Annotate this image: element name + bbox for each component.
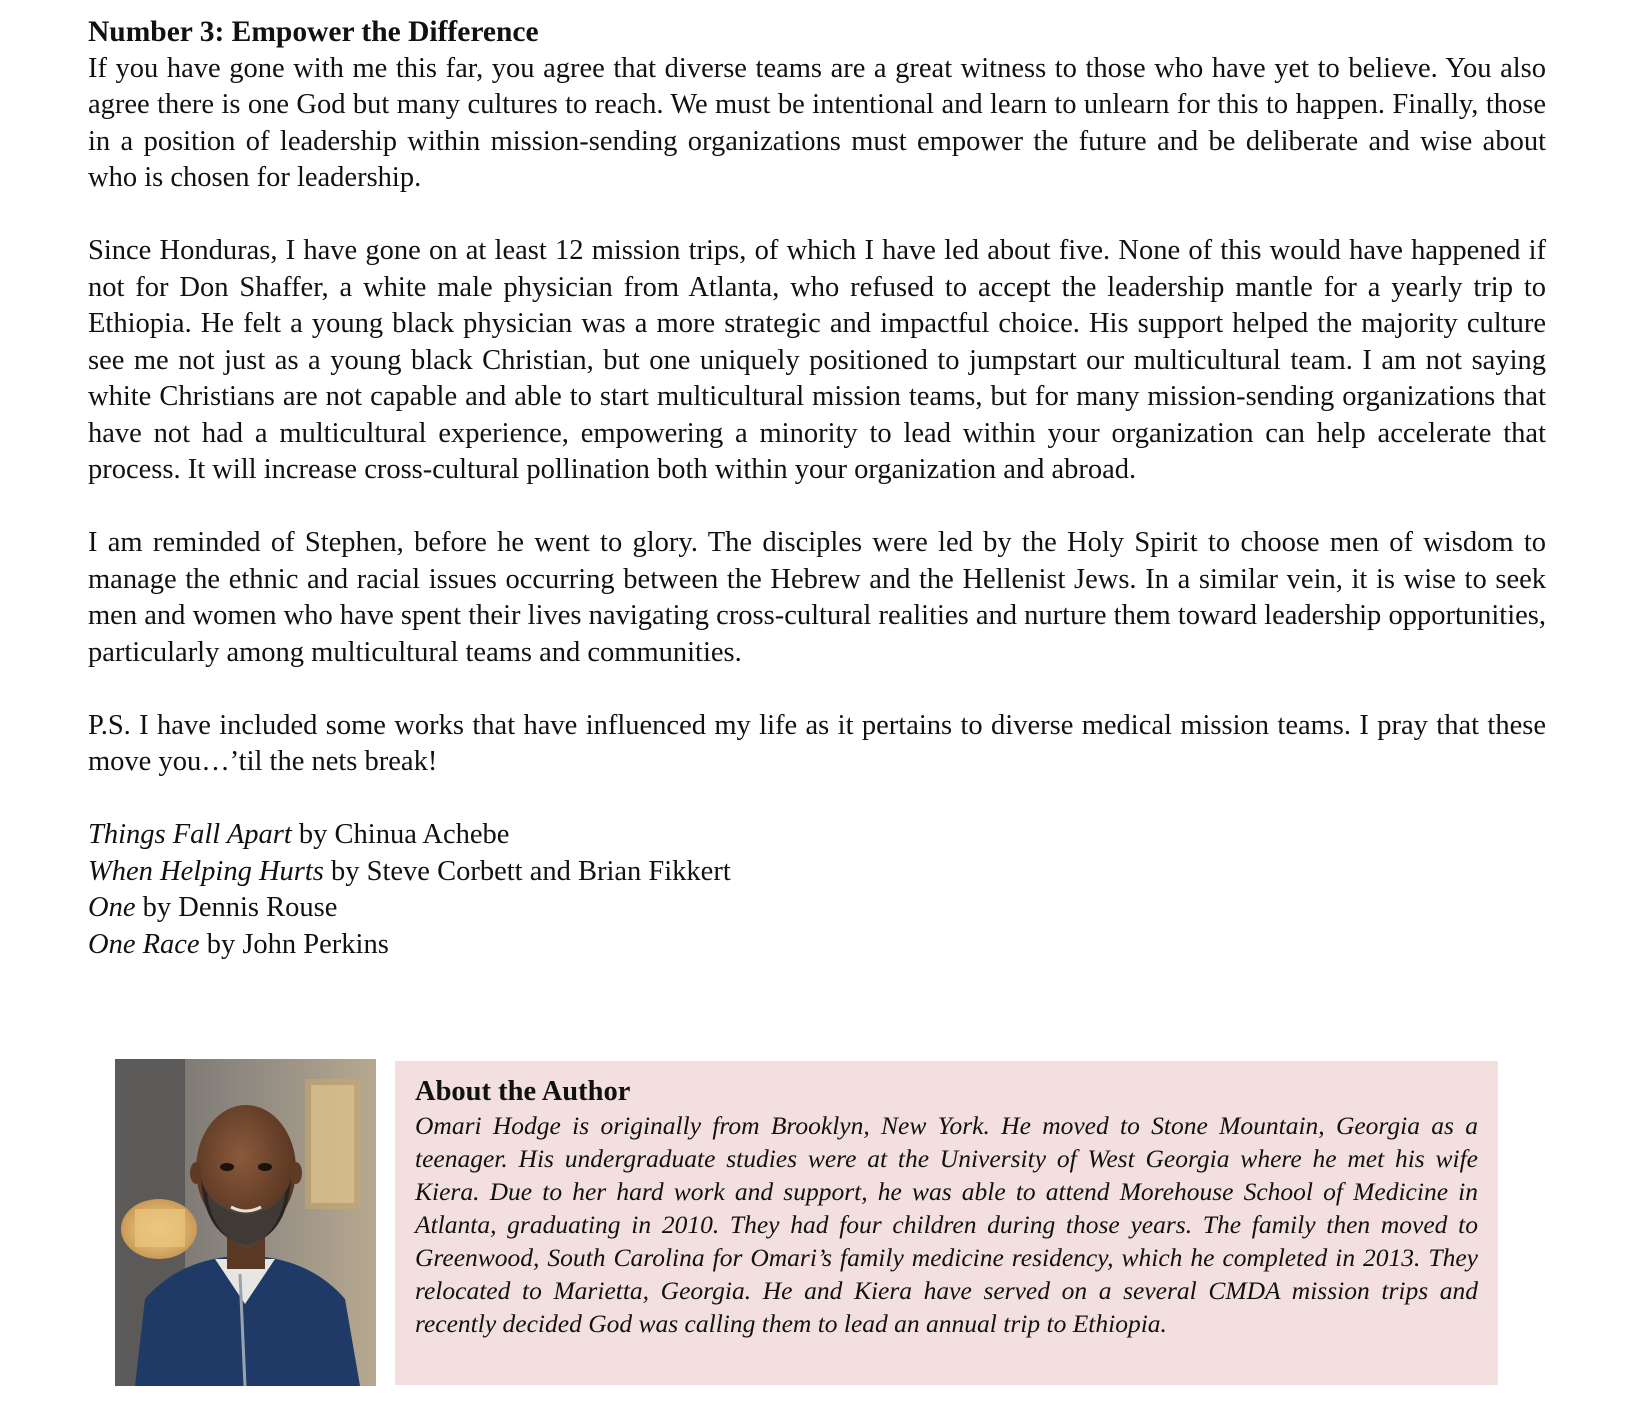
book-author: by Chinua Achebe [291, 819, 510, 850]
book-author: by Steve Corbett and Brian Fikkert [323, 855, 731, 887]
book-item [88, 854, 1546, 891]
paragraph-1: If you have gone with me this far, you agree that diverse teams are a great witness to those who have yet to believe. You also agree there is one God but many cultures to reach. We must be intentional and learn to unlearn for this to happen. Finally, those in a position of leadership within mission-sending organizations must empower the future and be deliberate and wise about who is chosen for leadership. [88, 52, 1546, 193]
paragraph-3: I am reminded of Stephen, before he went to glory. The disciples were led by the Holy Spirit to choose men of wisdom to manage the ethnic and racial issues occurring between the Hebrew and the Hellenist Jews. In a similar vein, it is wise to seek men and women who have spent their lives navigating cross-cultural realities and nurture them toward leadership opportunities, particularly among multicultural teams and communities. [88, 527, 1546, 668]
book-title: Things Fall Apart [88, 819, 292, 850]
book-item [88, 927, 1546, 964]
book-author: by Dennis Rouse [135, 892, 338, 923]
book-author: by John Perkins [199, 928, 389, 960]
paragraph-2: Since Honduras, I have gone on at least 12 mission trips, of which I have led about five. None of this would have happened if not for Don Shaffer, a white male physician from Atlanta, who refused to accept the leadership mantle for a yearly trip to Ethiopia. He felt a young black physician was a more strategic and impactful choice. His support helped the majority culture see me not just as a young black Christian, but one uniquely positioned to jumpstart our multicultural team. I am not saying white Christians are not capable and able to start multicultural mission teams, but for many mission-sending organizations that have not had a multicultural experience, empowering a minority to lead within your organization can help accelerate that process. It will increase cross-cultural pollination both within your organization and abroad. [88, 235, 1546, 485]
article [88, 14, 1546, 963]
book-item [88, 890, 1546, 927]
book-list [88, 817, 1546, 963]
about-author-title: About the Author [415, 1076, 631, 1107]
book-title: One Race [88, 928, 200, 960]
author-photo [115, 1059, 376, 1386]
paragraph-ps: P.S. I have included some works that have influenced my life as it pertains to diverse medical mission teams. I pray that these move you…’til the nets break! [88, 709, 1546, 777]
book-title: One [88, 892, 136, 923]
about-author-bio: Omari Hodge is originally from Brooklyn, New York. He moved to Stone Mountain, Georgia as a teenager. His undergraduate studies were at the University of West Georgia where he met his wife Kiera. Due to her hard work and support, he was able to attend Morehouse School of Medicine in Atlanta, graduating in 2010. They had four children during those years. The family then moved to Greenwood, South Carolina for Omari’s family medicine residency, which he completed in 2013. They relocated to Marietta, Georgia. He and Kiera have served on a several CMDA mission trips and recently decided God was calling them to lead an annual trip to Ethiopia. [415, 1111, 1478, 1338]
book-title: When Helping Hurts [88, 855, 324, 887]
section-heading: Number 3: Empower the Difference [88, 16, 539, 48]
about-author-box [395, 1061, 1498, 1385]
book-item [88, 817, 1546, 854]
